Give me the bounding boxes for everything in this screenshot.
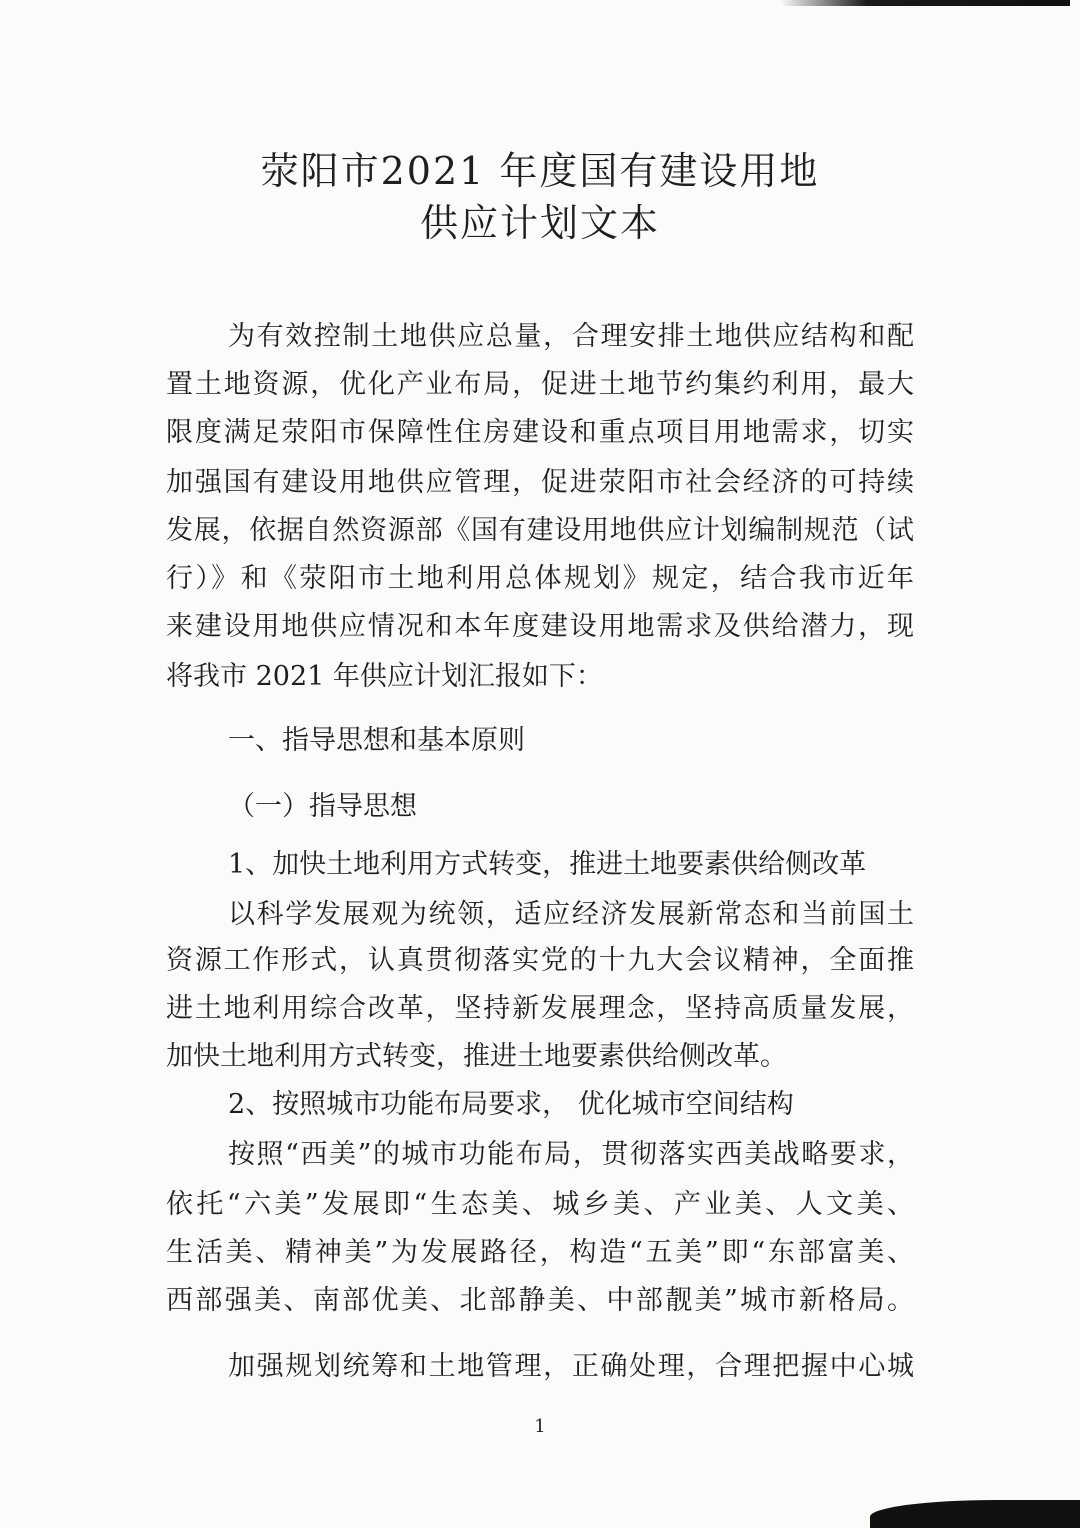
document-title-line-1: 荥阳市2021 年度国有建设用地 — [260, 149, 820, 193]
section-heading: 一、指导思想和基本原则 — [228, 725, 525, 756]
body-line: 按照“西美”的城市功能布局，贯彻落实西美战略要求， — [228, 1139, 914, 1170]
body-line: 进土地利用综合改革，坚持新发展理念，坚持高质量发展， — [166, 993, 914, 1024]
body-line: 加强规划统筹和土地管理，正确处理，合理把握中心城 — [228, 1351, 914, 1382]
body-line: 加快土地利用方式转变，推进土地要素供给侧改革。 — [166, 1041, 787, 1072]
body-line: 西部强美、南部优美、北部静美、中部靓美”城市新格局。 — [166, 1285, 914, 1316]
item-heading: 1、加快土地利用方式转变，推进土地要素供给侧改革 — [228, 849, 867, 880]
body-line: 生活美、精神美”为发展路径，构造“五美”即“东部富美、 — [166, 1237, 914, 1268]
subsection-heading: （一）指导思想 — [228, 791, 417, 822]
body-line: 为有效控制土地供应总量，合理安排土地供应结构和配 — [228, 321, 914, 352]
body-line: 发展，依据自然资源部《国有建设用地供应计划编制规范（试 — [166, 515, 914, 546]
document-title-line-2: 供应计划文本 — [419, 201, 660, 245]
body-line: 置土地资源，优化产业布局，促进土地节约集约利用，最大 — [166, 369, 914, 400]
body-line: 来建设用地供应情况和本年度建设用地需求及供给潜力，现 — [166, 611, 914, 642]
body-line: 以科学发展观为统领，适应经济发展新常态和当前国土 — [228, 899, 914, 930]
body-line: 行）》和《荥阳市土地利用总体规划》规定，结合我市近年 — [166, 563, 914, 594]
body-line: 将我市 2021 年供应计划汇报如下： — [166, 661, 603, 692]
body-line: 资源工作形式，认真贯彻落实党的十九大会议精神，全面推 — [166, 945, 914, 976]
item-heading: 2、按照城市功能布局要求， 优化城市空间结构 — [228, 1089, 794, 1120]
page-number: 1 — [534, 1416, 546, 1437]
body-line: 加强国有建设用地供应管理，促进荥阳市社会经济的可持续 — [166, 467, 914, 498]
body-line: 依托“六美”发展即“生态美、城乡美、产业美、人文美、 — [166, 1189, 914, 1220]
body-line: 限度满足荥阳市保障性住房建设和重点项目用地需求，切实 — [166, 417, 914, 448]
